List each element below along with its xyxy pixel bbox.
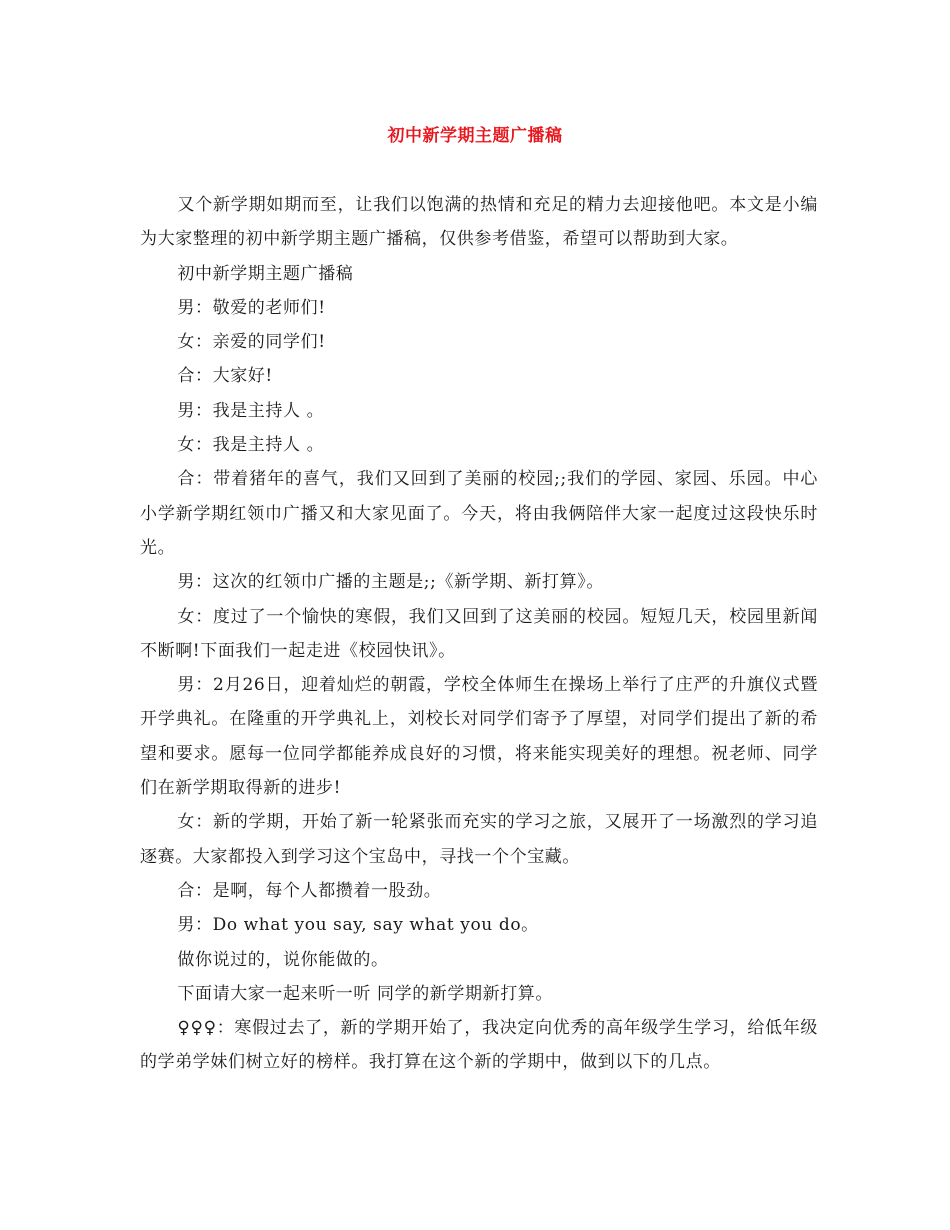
paragraph-subtitle: 初中新学期主题广播稿 [177,263,354,284]
paragraph-line: 合：是啊，每个人都攒着一股劲。 [177,880,442,901]
paragraph-line: 男：我是主持人 。 [177,400,325,421]
paragraph-line: 合：大家好! [177,366,273,387]
paragraph-line: 男：Do what you say, say what you do。 [177,915,539,936]
paragraph-line: 女：亲爱的同学们! [177,332,326,353]
paragraph-line: 做你说过的，说你能做的。 [177,949,389,970]
paragraph-line: 女：新的学期，开始了新一轮紧张而充实的学习之旅，又展开了一场激烈的学习追逐赛。大家都投入到学习这个宝岛中，寻找一个个宝藏。 [140,812,818,867]
document-body [140,188,818,1080]
paragraph-line: 合：带着猪年的喜气，我们又回到了美丽的校园;;我们的学园、家园、乐园。中心小学新学期红领巾广播又和大家见面了。今天，将由我俩陪伴大家一起度过这段快乐时光。 [140,469,818,558]
paragraph-line: 女：度过了一个愉快的寒假，我们又回到了这美丽的校园。短短几天，校园里新闻不断啊!下面我们一起走进《校园快讯》。 [140,606,818,661]
paragraph-intro: 又个新学期如期而至，让我们以饱满的热情和充足的精力去迎接他吧。本文是小编为大家整理的初中新学期主题广播稿，仅供参考借鉴，希望可以帮助到大家。 [140,195,818,250]
paragraph-line: 男：这次的红领巾广播的主题是;;《新学期、新打算》。 [177,572,604,593]
paragraph-line: 男：2月26日，迎着灿烂的朝霞，学校全体师生在操场上举行了庄严的升旗仪式暨开学典礼。在隆重的开学典礼上，刘校长对同学们寄予了厚望，对同学们提出了新的希望和要求。愿每一位同学都能养成良好的习惯，将来能实现美好的理想。祝老师、同学们在新学期取得新的进步! [140,675,818,799]
paragraph-line: 男：敬爱的老师们! [177,297,326,318]
paragraph-line: 下面请大家一起来听一听 同学的新学期新打算。 [177,983,553,1004]
paragraph-line: 女：我是主持人 。 [177,435,325,456]
paragraph-line: ♀♀♀：寒假过去了，新的学期开始了，我决定向优秀的高年级学生学习，给低年级的学弟学妹们树立好的榜样。我打算在这个新的学期中，做到以下的几点。 [140,1018,818,1073]
document-title: 初中新学期主题广播稿 [387,126,563,146]
